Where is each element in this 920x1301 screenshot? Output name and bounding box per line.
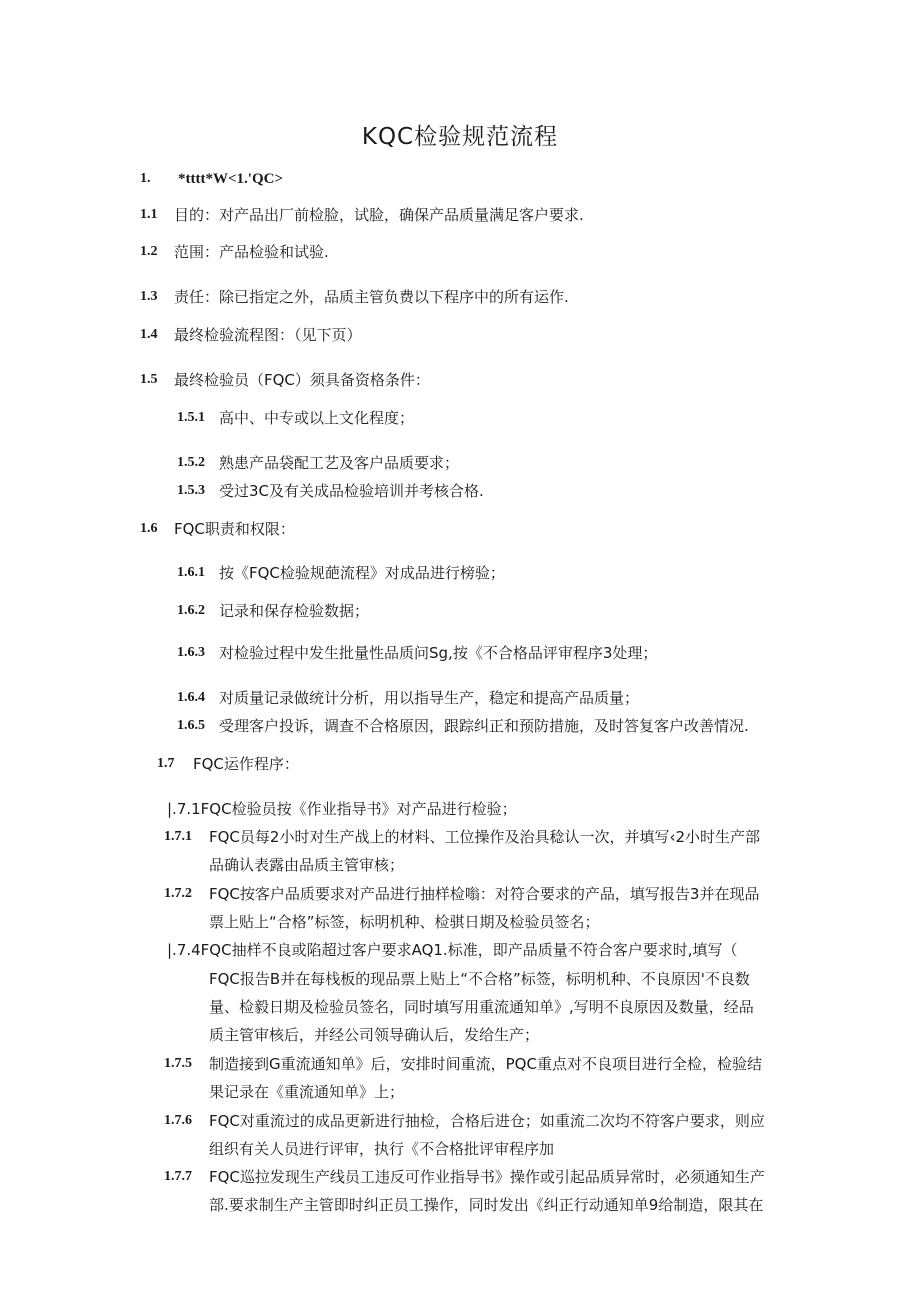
item-text: 制造接到G重流通知单》后，安排时间重流，PQC重点对不良项目进行全检，检验结 <box>209 1055 762 1073</box>
item-text: 质主管审核后，并经公司领导确认后，发给生产； <box>209 1026 540 1044</box>
item-number: 1.1 <box>140 207 158 222</box>
item-number: 1.7.2 <box>164 886 192 901</box>
item-number: 1.5.3 <box>177 483 205 498</box>
item-number: 1.6.3 <box>177 645 205 660</box>
item-number: 1.5.1 <box>177 410 205 425</box>
item-number: 1.6.5 <box>177 718 205 733</box>
item-text: 高中、中专或以上文化程度； <box>219 409 415 427</box>
item-text: 组织有关人员进行评审，执行《不合格批评审程序加 <box>209 1140 555 1158</box>
item-number: 1.6.4 <box>177 690 205 705</box>
item-text: 对质量记录做统计分析，用以指导生产，稳定和提高产品质量； <box>219 689 640 707</box>
item-number: 1. <box>140 171 151 186</box>
item-text: |.7.1FQC检验员按《作业指导书》对产品进行检验； <box>167 800 517 818</box>
item-number: 1.7.5 <box>164 1056 192 1071</box>
item-text: FQC巡拉发现生产线员工违反可作业指导书》操作或引起品质异常时，必须通知生产 <box>209 1168 765 1186</box>
item-text: 对检验过程中发生批量性品质问Sg,按《不合格品评审程序3处理； <box>219 644 658 662</box>
item-text: 熟患产品袋配工艺及客户品质要求； <box>219 454 460 472</box>
item-text: 部.要求制生产主管即时纠正员工操作，同时发出《纠正行动通知单9给制造，限其在 <box>209 1196 764 1214</box>
item-text: 范围：产品检验和试验. <box>174 243 329 261</box>
item-text: *tttt*W<1.'QC> <box>178 171 283 187</box>
item-text: 量、检毅日期及检验员签名，同时填写用重流通知单》,写明不良原因及数量，经品 <box>209 998 754 1016</box>
item-text: 受过3C及有关成品检验培训并考核合格. <box>219 482 484 500</box>
item-number: 1.6.2 <box>177 603 205 618</box>
item-text: 按《FQC检验规葩流程》对成品进行榜验； <box>219 564 505 582</box>
item-number: 1.6.1 <box>177 565 205 580</box>
document-title: KQC检验规范流程 <box>361 124 559 150</box>
item-text: FQC运作程序： <box>193 755 299 773</box>
item-text: 果记录在《重流通知单》上； <box>209 1083 405 1101</box>
item-number: 1.7.1 <box>164 829 192 844</box>
item-text: 最终检验员（FQC）须具备资格条件： <box>174 371 430 389</box>
item-number: 1.6 <box>140 521 158 536</box>
item-number: 1.7.7 <box>164 1169 192 1184</box>
item-text: FQC职责和权限： <box>174 520 295 538</box>
item-number: 1.7.6 <box>164 1113 192 1128</box>
item-text: FQC按客户品质要求对产品进行抽样检嗡：对符合要求的产品，填写报告3并在现品 <box>209 885 760 903</box>
item-text: 最终检验流程图：（见下页） <box>174 326 362 344</box>
item-text: FQC报告B并在每栈板的现品票上贴上“不合格”标签，标明机种、不良原因'不良数 <box>209 970 750 988</box>
item-text: 责任：除已指定之外，品质主管负费以下程序中的所有运作. <box>174 288 569 306</box>
item-text: FQC员每2小时对生产战上的材料、工位操作及治具稔认一次，并填写‹2小时生产部 <box>209 828 760 846</box>
item-number: 1.2 <box>140 244 158 259</box>
item-number: 1.5 <box>140 372 158 387</box>
item-text: 目的：对产品出厂前检脸，试脸，确保产品质量满足客户要求. <box>174 206 584 224</box>
item-text: 受理客户投诉，调查不合格原因，跟踪纠正和预防措施，及时答复客户改善情况. <box>219 717 749 735</box>
item-number: 1.4 <box>140 327 158 342</box>
item-text: FQC对重流过的成品更新进行抽检，合格后进仓；如重流二次均不符客户要求，则应 <box>209 1112 765 1130</box>
item-text: 票上贴上“合格”标签，标明机种、检骐日期及检验员签名； <box>209 913 600 931</box>
item-text: |.7.4FQC抽样不良或陷超过客户要求AQ1.标准，即产品质量不符合客户要求时,填写（ <box>167 941 738 959</box>
item-text: 记录和保存检验数据； <box>219 602 370 620</box>
item-number: 1.5.2 <box>177 455 205 470</box>
item-text: 品确认表露由品质主管审核； <box>209 856 405 874</box>
item-number: 1.7 <box>157 756 175 771</box>
item-number: 1.3 <box>140 289 158 304</box>
